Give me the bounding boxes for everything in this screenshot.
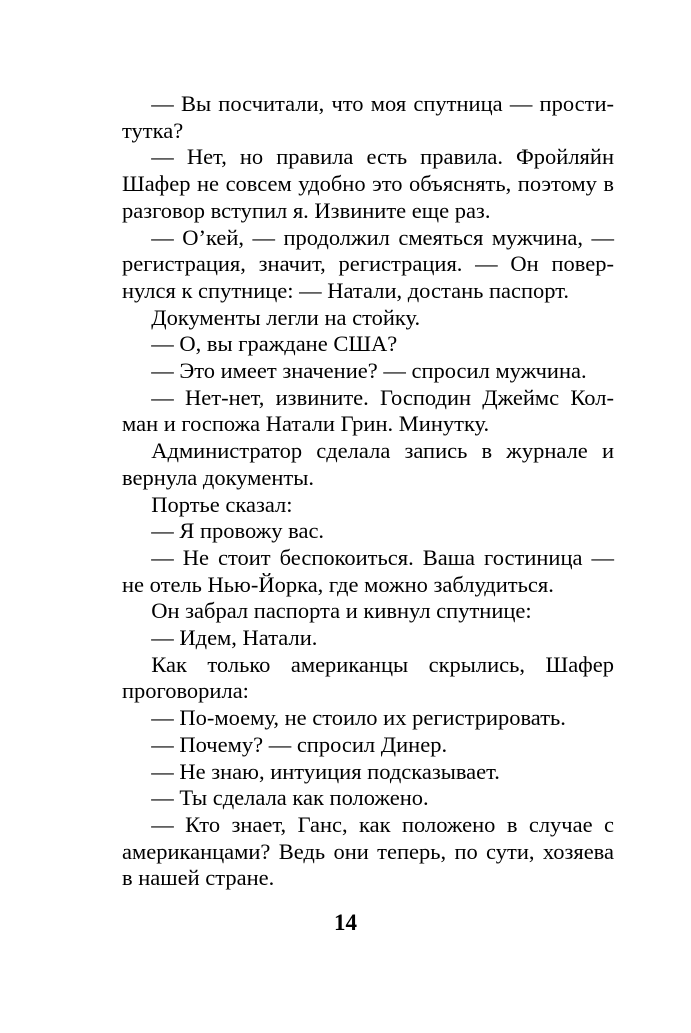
paragraph: — Ты сделала как положено.	[151, 785, 429, 811]
page-number: 14	[334, 910, 357, 935]
paragraph: — Нет, но правила есть правила. Фройляйн Шафер не совсем удобно это объяснять, поэтому в разговор вступил я. Извините еще раз.	[122, 144, 614, 223]
paragraph: — Я провожу вас.	[151, 518, 325, 544]
paragraph: — По-моему, не стоило их регистрировать.	[151, 705, 566, 731]
paragraph: — О, вы граждане США?	[151, 331, 398, 357]
paragraph: — Не стоит беспокоиться. Ваша гостиница — не отель Нью-Йорка, где можно заблудиться.	[122, 544, 614, 597]
paragraph: Документы легли на стойку.	[151, 304, 421, 330]
paragraph: — Идем, Натали.	[151, 625, 318, 651]
paragraph: Администратор сделала запись в журнале и вернула документы.	[122, 438, 614, 490]
page-body-text	[122, 91, 614, 892]
paragraph: Он забрал паспорта и кивнул спутнице:	[151, 598, 532, 624]
paragraph: Как только американцы скрылись, Шафер проговорила:	[122, 651, 614, 704]
paragraph: — О’кей, — продолжил смеяться мужчина, — регистрация, значит, регистрация. — Он повернулся к спутнице: — Натали, достань паспорт.	[122, 224, 614, 303]
paragraph: — Кто знает, Ганс, как положено в случае с американцами? Ведь они теперь, по сути, хозяева в нашей стране.	[122, 811, 614, 891]
paragraph: Портье сказал:	[151, 491, 293, 517]
paragraph: — Вы посчитали, что моя спутница — проститутка?	[122, 91, 614, 143]
paragraph: — Не знаю, интуиция подсказывает.	[151, 758, 500, 784]
paragraph: — Нет-нет, извините. Господин Джеймс Колман и госпожа Натали Грин. Минутку.	[122, 384, 614, 437]
paragraph: — Почему? — спросил Динер.	[151, 731, 448, 757]
paragraph: — Это имеет значение? — спросил мужчина.	[151, 358, 587, 384]
